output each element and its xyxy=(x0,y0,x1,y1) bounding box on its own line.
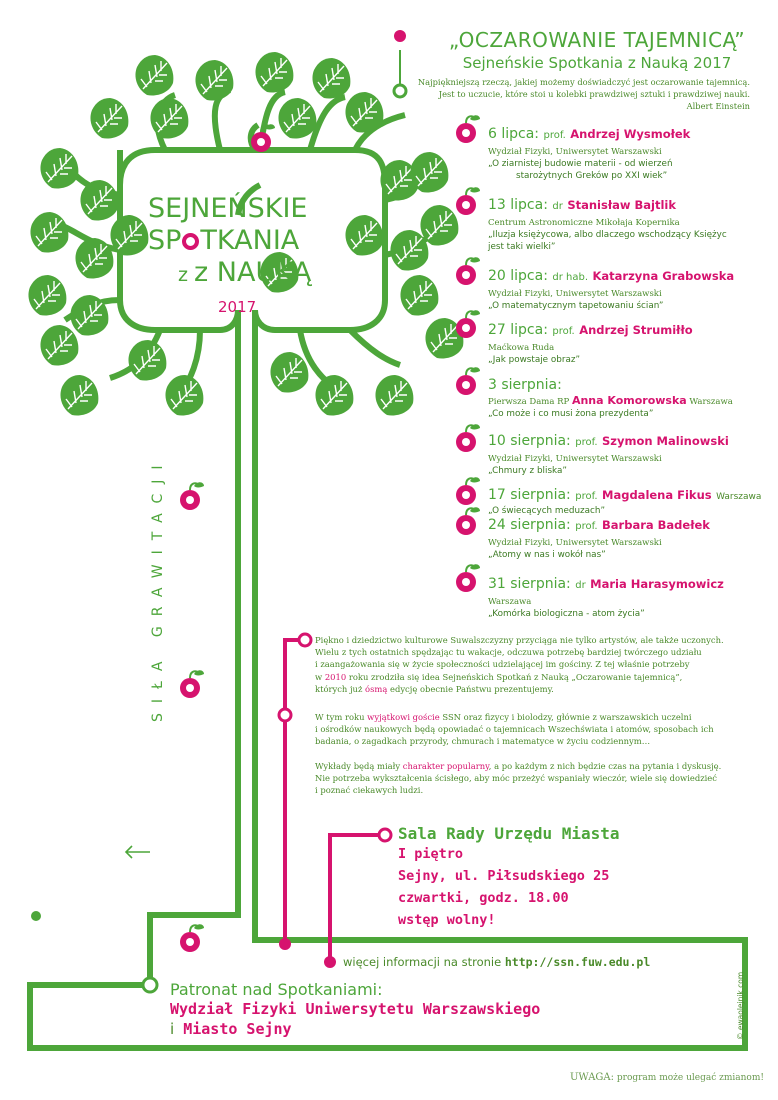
event-place: Warszawa xyxy=(716,492,762,502)
event-head xyxy=(488,322,768,340)
event-head xyxy=(488,126,768,144)
paragraph-line: badania, o zagadkach przyrody, chmurach i matematyce w życiu codziennym… xyxy=(315,736,651,747)
event-inst-pre: Pierwsza Dama RP xyxy=(488,397,570,407)
event-prefix: dr xyxy=(575,580,586,591)
event-speaker: Barbara Badełek xyxy=(602,518,710,532)
text-part: , a po każdym z nich będzie czas na pytania i dyskusję. xyxy=(488,760,722,771)
note-label: UWAGA: xyxy=(570,1072,615,1083)
tree-title-part: TKANIA xyxy=(200,225,300,256)
header xyxy=(432,28,762,72)
event-talk: „Chmury z bliska” xyxy=(488,466,567,476)
paragraph-line xyxy=(315,683,745,695)
text-part: edycję obecnie Państwu prezentujemy. xyxy=(390,683,554,694)
event-prefix: prof. xyxy=(575,491,598,502)
quote-author: Albert Einstein xyxy=(686,101,750,111)
event-talk: „Co może i co musi żona prezydenta” xyxy=(488,409,654,419)
tree-title-part: z NAUKĄ xyxy=(194,257,312,288)
event-speaker: Maria Harasymowicz xyxy=(590,577,724,591)
event-head xyxy=(488,377,768,393)
quote-line: Jest to uczucie, które stoi u kolebki prawdziwej sztuki i prawdziwej nauki. xyxy=(438,89,750,99)
event-head xyxy=(488,517,768,535)
page-subtitle: Sejneńskie Spotkania z Nauką 2017 xyxy=(462,54,732,72)
event-date: 6 lipca: xyxy=(488,126,540,142)
venue-address: Sejny, ul. Piłsudskiego 25 xyxy=(398,868,610,884)
event-item xyxy=(488,576,768,620)
event-date: 17 sierpnia: xyxy=(488,487,571,503)
event-institution: Maćkowa Ruda xyxy=(488,343,555,353)
program-note xyxy=(570,1072,764,1083)
event-prefix: prof. xyxy=(543,130,566,141)
event-head xyxy=(488,487,768,505)
text-part: W tym roku xyxy=(315,712,365,722)
more-info-text: więcej informacji na stronie xyxy=(343,955,502,969)
event-date: 3 sierpnia: xyxy=(488,377,562,393)
event-talk: starożytnych Greków po XXI wiek” xyxy=(516,171,668,181)
event-institution: Wydział Fizyki, Uniwersytet Warszawski xyxy=(488,454,662,464)
venue-time: czwartki, godz. 18.00 xyxy=(398,890,569,906)
event-institution: Wydział Fizyki, Uniwersytet Warszawski xyxy=(488,147,662,157)
event-item xyxy=(488,197,768,253)
event-speaker: Stanisław Bajtlik xyxy=(567,198,676,212)
event-prefix: dr hab. xyxy=(552,272,589,283)
paragraph-line: i zaangażowania się w życie społeczności udzielającej im gościny. Z tej właśnie potrzeby xyxy=(315,659,690,670)
patron-city-line xyxy=(170,1019,540,1039)
highlight-text: charakter popularny xyxy=(402,760,489,771)
event-item xyxy=(488,322,768,366)
event-date: 20 lipca: xyxy=(488,268,548,284)
event-date: 13 lipca: xyxy=(488,197,548,213)
highlight-text: wyjątkowi goście xyxy=(367,712,440,722)
venue-block xyxy=(398,824,620,931)
text-part: i xyxy=(170,1020,175,1038)
event-institution xyxy=(488,395,768,408)
event-speaker: Andrzej Strumiłło xyxy=(579,323,693,337)
intro-paragraph xyxy=(315,634,745,695)
event-speaker: Magdalena Fikus xyxy=(602,488,712,502)
text-part: roku zrodziła się idea Sejneńskich Spotkań z Nauką „Oczarowanie tajemnicą”, xyxy=(348,671,683,682)
spacer xyxy=(315,748,745,760)
venue-entry: wstęp wolny! xyxy=(398,912,496,928)
text-part: SSN oraz fizycy i biolodzy, głównie z warszawskich uczelni xyxy=(442,712,692,722)
note-text: program może ulegać zmianom! xyxy=(616,1073,764,1083)
paragraph-line: i ośrodków naukowych będą opowiadać o tajemnicach Wszechświata i atomów, sposobach ich xyxy=(315,724,714,735)
paragraph-line: Piękno i dziedzictwo kulturowe Suwalszczyzny przyciąga nie tylko artystów, ale także uczonych. xyxy=(315,635,724,645)
paragraph-line: Wielu z tych ostatnich spędzając tu wakacje, odczuwa potrzebę bardziej twórczego udziału xyxy=(315,647,702,658)
highlight-text: ósmą xyxy=(365,683,388,694)
event-talk: „Iluzja księżycowa, albo dlaczego wschodzący Księżyc xyxy=(488,230,727,240)
event-institution: Wydział Fizyki, Uniwersytet Warszawski xyxy=(488,538,662,548)
patronage-title: Patronat nad Spotkaniami: xyxy=(170,980,383,999)
event-date: 10 sierpnia: xyxy=(488,433,571,449)
event-date: 24 sierpnia: xyxy=(488,517,571,533)
paragraph-line: i poznać ciekawych ludzi. xyxy=(315,785,424,796)
gravity-label: SIŁA GRAWITACJI xyxy=(150,455,166,722)
highlight-text: 2010 xyxy=(324,671,347,682)
event-talk: „O ziarnistej budowie materii - od wierzeń xyxy=(488,159,673,169)
event-speaker: Katarzyna Grabowska xyxy=(592,269,735,283)
event-prefix: prof. xyxy=(552,326,575,337)
einstein-quote xyxy=(405,76,750,112)
tree-title-line2 xyxy=(148,225,311,257)
event-prefix: prof. xyxy=(575,521,598,532)
page-title: „OCZAROWANIE TAJEMNICĄ” xyxy=(448,28,746,52)
website-link[interactable]: http://ssn.fuw.edu.pl xyxy=(504,955,651,969)
quote-line: Najpiękniejszą rzeczą, jakiej możemy doświadczyć jest oczarowanie tajemnicą. xyxy=(417,77,750,87)
event-head xyxy=(488,268,768,286)
event-date: 31 sierpnia: xyxy=(488,576,571,592)
apple-o-icon xyxy=(182,233,199,250)
paragraph-line xyxy=(315,671,745,683)
patron-city: Miasto Sejny xyxy=(183,1020,292,1038)
patronage-block xyxy=(170,980,540,1039)
tree-title xyxy=(148,193,311,323)
event-item xyxy=(488,487,768,517)
text-part: Wykłady będą miały xyxy=(315,760,401,771)
tree-title-z: z xyxy=(178,264,195,286)
event-head xyxy=(488,576,768,594)
event-head xyxy=(488,433,768,451)
more-info xyxy=(343,955,650,969)
event-speaker: Andrzej Wysmołek xyxy=(570,127,691,141)
event-institution: Warszawa xyxy=(488,597,532,607)
tree-title-year: 2017 xyxy=(218,298,257,316)
event-prefix: dr xyxy=(552,201,563,212)
event-date: 27 lipca: xyxy=(488,322,548,338)
patron-faculty: Wydział Fizyki Uniwersytetu Warszawskiego xyxy=(170,1000,541,1018)
event-item xyxy=(488,268,768,312)
event-talk: „Jak powstaje obraz” xyxy=(488,355,581,365)
event-item xyxy=(488,517,768,561)
event-inst-post: Warszawa xyxy=(689,397,733,407)
copyright: © ewaolejnik.com xyxy=(736,971,745,1040)
paragraph-line: Nie potrzeba wykształcenia ścisłego, aby móc przeżyć wspaniały wieczór, wiele się dowiedzieć xyxy=(315,772,717,783)
event-talk: jest taki wielki” xyxy=(488,242,556,252)
text-part: w xyxy=(315,671,323,682)
event-prefix: prof. xyxy=(575,437,598,448)
program-paragraph xyxy=(315,711,745,796)
tree-title-part: SP xyxy=(148,225,182,256)
event-item xyxy=(488,126,768,182)
venue-title: Sala Rady Urzędu Miasta xyxy=(398,824,620,843)
event-talk: „Komórka biologiczna - atom życia” xyxy=(488,609,645,619)
tree-title-line1: SEJNEŃSKIE xyxy=(148,193,308,224)
event-speaker: Anna Komorowska xyxy=(571,394,687,407)
event-talk: „Atomy w nas i wokół nas” xyxy=(488,550,606,560)
venue-floor: I piętro xyxy=(398,846,464,862)
event-institution: Wydział Fizyki, Uniwersytet Warszawski xyxy=(488,289,662,299)
event-speaker: Szymon Malinowski xyxy=(602,434,729,448)
event-item xyxy=(488,433,768,477)
tree-title-line3 xyxy=(148,257,311,291)
text-part: których już xyxy=(315,683,363,694)
event-institution: Centrum Astronomiczne Mikołaja Kopernika xyxy=(488,218,680,228)
paragraph-line xyxy=(315,760,745,772)
event-talk: „O świecących meduzach” xyxy=(488,506,606,516)
event-talk: „O matematycznym tapetowaniu ścian” xyxy=(488,301,664,311)
paragraph-line xyxy=(315,711,745,723)
arrow-down-icon xyxy=(122,842,152,866)
event-head xyxy=(488,197,768,215)
event-item xyxy=(488,377,768,420)
